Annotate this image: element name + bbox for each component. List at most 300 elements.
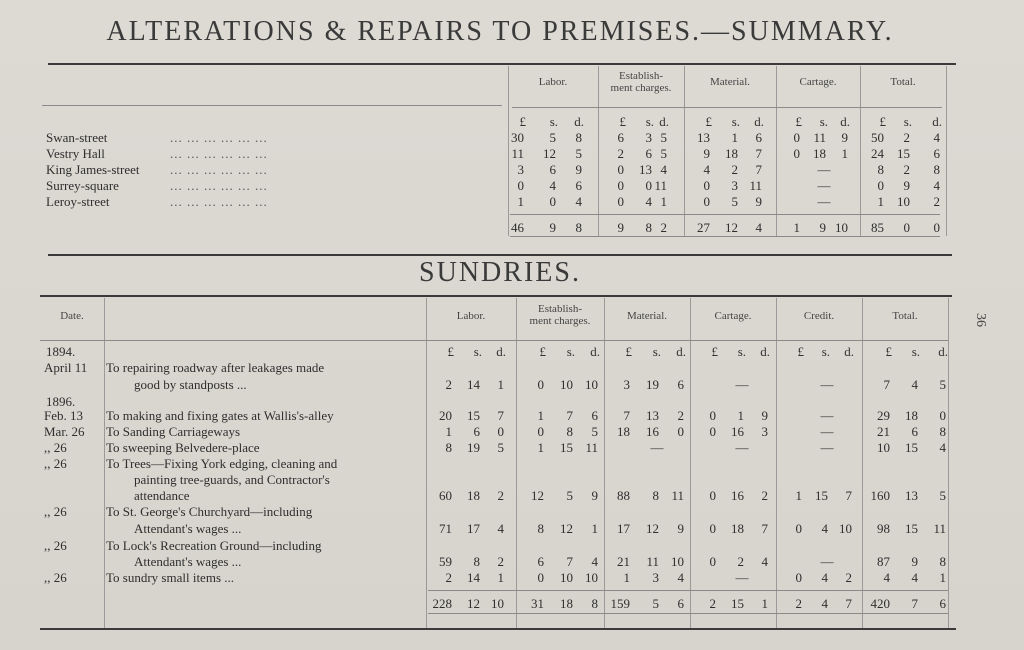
sundries-row-estab-pence: 4 — [591, 554, 598, 569]
sundries-total-total-shillings: 7 — [911, 596, 918, 611]
sundries-row-material-pence: 4 — [677, 570, 684, 585]
sundries-row-material-shillings: 3 — [652, 570, 659, 585]
summary-row-total-shillings: 2 — [903, 162, 910, 177]
sundries-row-estab-pence: 9 — [591, 488, 598, 503]
sundries-row-cartage-pounds: 0 — [709, 554, 716, 569]
sundries-row-credit-dash: — — [820, 408, 834, 423]
sundries-row-estab-pounds: 1 — [537, 408, 544, 423]
summary-row-total-pence: 4 — [933, 130, 940, 145]
sundries-row-estab-pence: 5 — [591, 424, 598, 439]
sundries-unit: d. — [590, 344, 600, 359]
sundries-row-total-shillings: 4 — [911, 570, 918, 585]
summary-unit: £ — [519, 114, 526, 129]
summary-row-labor-pence: 8 — [575, 130, 582, 145]
sundries-description: To St. George's Churchyard—including — [106, 504, 313, 519]
sundries-description: painting tree-guards, and Contractor's — [134, 472, 330, 487]
sundries-description: To Trees—Fixing York edging, cleaning and — [106, 456, 338, 471]
summary-total-labor-shillings: 9 — [549, 220, 556, 235]
sundries-unit: s. — [737, 344, 746, 359]
sundries-header-3: Material. — [626, 310, 667, 322]
sundries-date: April 11 — [44, 360, 88, 375]
summary-row-labor-pounds: 11 — [511, 146, 524, 161]
page-number: 36 — [973, 313, 988, 327]
sundries-row-credit-dash: — — [820, 424, 834, 439]
summary-unit: s. — [731, 114, 740, 129]
summary-total-cartage-shillings: 9 — [819, 220, 826, 235]
sundries-row-credit-pounds: 0 — [795, 570, 802, 585]
summary-row-label: Leroy-street — [46, 194, 110, 209]
sundries-row-credit-pounds: 1 — [795, 488, 802, 503]
sundries-unit: s. — [566, 344, 575, 359]
sundries-row-cartage-dash: — — [735, 440, 749, 455]
summary-row-labor-shillings: 0 — [549, 194, 556, 209]
sundries-date: ,, 26 — [44, 504, 67, 519]
sundries-row-cartage-pounds: 0 — [709, 424, 716, 439]
sundries-row-estab-shillings: 8 — [566, 424, 573, 439]
summary-total-total-pence: 0 — [933, 220, 940, 235]
sundries-row-labor-pence: 5 — [497, 440, 504, 455]
summary-row-total-pence: 8 — [933, 162, 940, 177]
sundries-row-credit-shillings: 4 — [821, 570, 828, 585]
summary-total-total-pounds: 85 — [871, 220, 884, 235]
sundries-row-estab-pence: 10 — [585, 570, 598, 585]
sundries-row-labor-pounds: 2 — [445, 377, 452, 392]
sundries-row-total-pence: 8 — [939, 424, 946, 439]
summary-row-material-pence: 11 — [749, 178, 762, 193]
sundries-col-divider — [690, 298, 691, 628]
sundries-row-material-shillings: 16 — [646, 424, 659, 439]
sundries-row-total-pounds: 21 — [877, 424, 890, 439]
sundries-row-estab-shillings: 12 — [560, 521, 573, 536]
summary-total-cartage-pounds: 1 — [793, 220, 800, 235]
sundries-total-estab-pence: 8 — [591, 596, 598, 611]
sundries-row-material-pounds: 17 — [617, 521, 630, 536]
summary-row-label: Swan-street — [46, 130, 108, 145]
summary-row-estab-pence: 1 — [660, 194, 667, 209]
sundries-description: To repairing roadway after leakages made — [106, 360, 325, 375]
sundries-unit: d. — [676, 344, 686, 359]
sundries-row-labor-pence: 1 — [497, 377, 504, 392]
sundries-description: To making and fixing gates at Wallis's-alley — [106, 408, 334, 423]
sundries-description: To Lock's Recreation Ground—including — [106, 538, 322, 553]
summary-row-material-pence: 9 — [755, 194, 762, 209]
sundries-row-credit-dash: — — [820, 440, 834, 455]
summary-row-estab-shillings: 6 — [645, 146, 652, 161]
summary-unit: d. — [932, 114, 942, 129]
summary-header-2: Material. — [709, 76, 750, 88]
sundries-description: Attendant's wages ... — [134, 554, 242, 569]
sundries-total-material-shillings: 5 — [652, 596, 659, 611]
summary-header-4: Total. — [890, 76, 916, 88]
sundries-row-labor-pounds: 60 — [439, 488, 452, 503]
summary-bottom-rule — [48, 254, 952, 256]
summary-row-labor-shillings: 4 — [549, 178, 556, 193]
sundries-row-credit-dash: — — [820, 377, 834, 392]
sundries-row-estab-pounds: 8 — [537, 521, 544, 536]
summary-row-total-pounds: 1 — [877, 194, 884, 209]
sundries-row-total-pence: 5 — [939, 377, 946, 392]
summary-total-total-shillings: 0 — [903, 220, 910, 235]
sundries-row-labor-pence: 0 — [497, 424, 504, 439]
sundries-row-material-pence: 0 — [677, 424, 684, 439]
sundries-row-labor-shillings: 17 — [467, 521, 480, 536]
summary-row-cartage-pence: 1 — [841, 146, 848, 161]
sundries-unit: s. — [821, 344, 830, 359]
sundries-description: good by standposts ... — [134, 377, 247, 392]
sundries-total-cartage-shillings: 15 — [731, 596, 744, 611]
sundries-row-credit-dash: — — [820, 554, 834, 569]
summary-total-estab-pounds: 9 — [617, 220, 624, 235]
sundries-row-labor-pounds: 2 — [445, 570, 452, 585]
sundries-unit: d. — [844, 344, 854, 359]
sundries-row-material-pence: 2 — [677, 408, 684, 423]
sundries-row-total-pounds: 87 — [877, 554, 890, 569]
sundries-row-labor-pence: 7 — [497, 408, 504, 423]
summary-total-material-shillings: 12 — [725, 220, 738, 235]
sundries-row-estab-pounds: 0 — [537, 570, 544, 585]
sundries-row-material-pounds: 3 — [623, 377, 630, 392]
sundries-total-underline — [428, 613, 948, 614]
sundries-row-total-shillings: 18 — [905, 408, 918, 423]
summary-header-underline-right — [512, 107, 942, 108]
sundries-description: To sweeping Belvedere-place — [106, 440, 260, 455]
summary-row-material-pounds: 4 — [703, 162, 710, 177]
summary-unit: £ — [795, 114, 802, 129]
summary-row-labor-pounds: 0 — [517, 178, 524, 193]
summary-total-estab-pence: 2 — [660, 220, 667, 235]
sundries-total-total-pence: 6 — [939, 596, 946, 611]
sundries-row-labor-shillings: 6 — [473, 424, 480, 439]
sundries-row-total-shillings: 15 — [905, 521, 918, 536]
sundries-row-total-pounds: 98 — [877, 521, 890, 536]
summary-row-material-pounds: 9 — [703, 146, 710, 161]
sundries-row-labor-pounds: 8 — [445, 440, 452, 455]
sundries-row-cartage-dash: — — [735, 377, 749, 392]
summary-row-dots: ... ... ... ... ... ... — [170, 162, 268, 177]
sundries-row-total-pounds: 29 — [877, 408, 890, 423]
sundries-total-credit-pence: 7 — [845, 596, 852, 611]
sundries-header-4: Cartage. — [714, 310, 752, 322]
summary-unit: s. — [903, 114, 912, 129]
sundries-row-labor-shillings: 8 — [473, 554, 480, 569]
summary-row-material-pence: 6 — [755, 130, 762, 145]
summary-row-total-pounds: 24 — [871, 146, 884, 161]
sundries-row-material-pence: 9 — [677, 521, 684, 536]
sundries-row-material-pence: 6 — [677, 377, 684, 392]
summary-header-3: Cartage. — [799, 76, 837, 88]
summary-row-total-shillings: 9 — [903, 178, 910, 193]
summary-row-labor-pence: 9 — [575, 162, 582, 177]
summary-total-material-pence: 4 — [755, 220, 762, 235]
sundries-row-estab-pounds: 12 — [531, 488, 544, 503]
summary-row-labor-shillings: 6 — [549, 162, 556, 177]
sundries-row-material-shillings: 12 — [646, 521, 659, 536]
sundries-description: To sundry small items ... — [106, 570, 235, 585]
sundries-row-material-pounds: 7 — [623, 408, 630, 423]
sundries-row-material-pounds: 18 — [617, 424, 630, 439]
summary-row-dots: ... ... ... ... ... ... — [170, 194, 268, 209]
sundries-header-1: Labor. — [456, 310, 486, 322]
sundries-date: ,, 26 — [44, 570, 67, 585]
summary-row-estab-shillings: 3 — [645, 130, 652, 145]
summary-row-material-shillings: 5 — [731, 194, 738, 209]
sundries-description: To Sanding Carriageways — [106, 424, 241, 439]
sundries-row-cartage-shillings: 1 — [737, 408, 744, 423]
sundries-unit: £ — [711, 344, 718, 359]
sundries-row-total-pence: 5 — [939, 488, 946, 503]
summary-row-cartage-pounds: 0 — [793, 146, 800, 161]
summary-unit: s. — [645, 114, 654, 129]
summary-row-estab-pounds: 2 — [617, 146, 624, 161]
sundries-date: Mar. 26 — [44, 424, 85, 439]
sundries-row-estab-shillings: 10 — [560, 570, 573, 585]
sundries-bottom-rule — [40, 628, 956, 630]
sundries-row-credit-pence: 10 — [839, 521, 852, 536]
sundries-total-labor-pounds: 228 — [432, 596, 452, 611]
sundries-header-5: Credit. — [803, 310, 835, 322]
summary-row-material-shillings: 18 — [725, 146, 738, 161]
sundries-unit: s. — [911, 344, 920, 359]
sundries-row-material-shillings: 8 — [652, 488, 659, 503]
summary-row-cartage-pounds: 0 — [793, 130, 800, 145]
sundries-row-estab-pounds: 6 — [537, 554, 544, 569]
summary-row-material-shillings: 2 — [731, 162, 738, 177]
summary-total-cartage-pence: 10 — [835, 220, 848, 235]
sundries-unit: s. — [473, 344, 482, 359]
summary-row-dots: ... ... ... ... ... ... — [170, 130, 268, 145]
summary-row-total-pounds: 50 — [871, 130, 884, 145]
sundries-col-divider — [948, 298, 949, 628]
sundries-row-cartage-dash: — — [735, 570, 749, 585]
sundries-row-material-pence: 10 — [671, 554, 684, 569]
sundries-row-estab-pounds: 0 — [537, 424, 544, 439]
sundries-year: 1894. — [46, 344, 76, 359]
sundries-row-material-pence: 11 — [671, 488, 684, 503]
summary-row-cartage-shillings: 11 — [813, 130, 826, 145]
summary-row-labor-pence: 5 — [575, 146, 582, 161]
sundries-row-estab-pence: 1 — [591, 521, 598, 536]
sundries-row-labor-shillings: 18 — [467, 488, 480, 503]
sundries-col-divider — [104, 298, 105, 628]
sundries-unit: d. — [760, 344, 770, 359]
sundries-row-cartage-shillings: 16 — [731, 424, 744, 439]
sundries-row-total-pounds: 160 — [870, 488, 890, 503]
summary-row-labor-pounds: 1 — [517, 194, 524, 209]
summary-row-label: Vestry Hall — [46, 146, 105, 161]
sundries-row-estab-shillings: 5 — [566, 488, 573, 503]
sundries-row-estab-shillings: 10 — [560, 377, 573, 392]
summary-row-cartage-dash: — — [817, 194, 831, 209]
sundries-row-total-pounds: 4 — [883, 570, 890, 585]
summary-row-total-pounds: 0 — [877, 178, 884, 193]
summary-total-rule — [510, 214, 940, 215]
sundries-unit: £ — [625, 344, 632, 359]
sundries-row-total-pence: 8 — [939, 554, 946, 569]
summary-row-estab-pence: 4 — [660, 162, 667, 177]
sundries-row-total-shillings: 4 — [911, 377, 918, 392]
sundries-row-credit-pounds: 0 — [795, 521, 802, 536]
sundries-header-underline — [40, 340, 948, 341]
sundries-date: ,, 26 — [44, 456, 67, 471]
sundries-row-total-shillings: 15 — [905, 440, 918, 455]
sundries-row-credit-shillings: 15 — [815, 488, 828, 503]
summary-total-labor-pounds: 46 — [511, 220, 524, 235]
summary-unit: £ — [879, 114, 886, 129]
summary-row-estab-pence: 11 — [654, 178, 667, 193]
summary-title: ALTERATIONS & REPAIRS TO PREMISES.—SUMMARY. — [106, 16, 894, 47]
summary-row-estab-pence: 5 — [660, 130, 667, 145]
sundries-row-labor-shillings: 14 — [467, 570, 480, 585]
summary-header-underline — [42, 105, 502, 106]
summary-row-estab-pounds: 6 — [617, 130, 624, 145]
sundries-row-credit-pence: 2 — [845, 570, 852, 585]
sundries-row-total-pounds: 10 — [877, 440, 890, 455]
sundries-row-cartage-pounds: 0 — [709, 521, 716, 536]
sundries-row-material-shillings: 19 — [646, 377, 659, 392]
sundries-row-cartage-pence: 9 — [761, 408, 768, 423]
summary-row-estab-pounds: 0 — [617, 178, 624, 193]
sundries-row-labor-pounds: 71 — [439, 521, 452, 536]
sundries-row-total-pence: 11 — [933, 521, 946, 536]
summary-row-cartage-dash: — — [817, 162, 831, 177]
sundries-row-labor-shillings: 15 — [467, 408, 480, 423]
summary-unit: d. — [659, 114, 669, 129]
sundries-row-estab-pounds: 0 — [537, 377, 544, 392]
summary-row-cartage-pence: 9 — [841, 130, 848, 145]
sundries-total-material-pounds: 159 — [610, 596, 630, 611]
sundries-row-labor-pounds: 20 — [439, 408, 452, 423]
sundries-row-labor-pounds: 1 — [445, 424, 452, 439]
summary-total-material-pounds: 27 — [697, 220, 710, 235]
summary-header-1: Establish- ment charges. — [610, 70, 672, 94]
sundries-total-estab-pounds: 31 — [531, 596, 544, 611]
sundries-row-cartage-pounds: 0 — [709, 408, 716, 423]
summary-row-cartage-shillings: 18 — [813, 146, 826, 161]
sundries-row-cartage-pence: 4 — [761, 554, 768, 569]
summary-row-labor-pence: 6 — [575, 178, 582, 193]
sundries-unit: £ — [885, 344, 892, 359]
sundries-total-estab-shillings: 18 — [560, 596, 573, 611]
summary-unit: £ — [619, 114, 626, 129]
summary-row-material-pence: 7 — [755, 146, 762, 161]
sundries-row-labor-pence: 2 — [497, 488, 504, 503]
summary-row-estab-shillings: 0 — [645, 178, 652, 193]
summary-unit: d. — [840, 114, 850, 129]
summary-total-labor-pence: 8 — [575, 220, 582, 235]
summary-row-estab-pounds: 0 — [617, 194, 624, 209]
sundries-row-cartage-shillings: 2 — [737, 554, 744, 569]
sundries-row-labor-pence: 4 — [497, 521, 504, 536]
sundries-total-labor-pence: 10 — [491, 596, 504, 611]
sundries-total-total-pounds: 420 — [870, 596, 890, 611]
sundries-row-cartage-pence: 2 — [761, 488, 768, 503]
sundries-row-material-pounds: 88 — [617, 488, 630, 503]
sundries-date: ,, 26 — [44, 440, 67, 455]
summary-total-estab-shillings: 8 — [645, 220, 652, 235]
summary-row-labor-pence: 4 — [575, 194, 582, 209]
sundries-description: attendance — [134, 488, 190, 503]
summary-row-material-shillings: 1 — [731, 130, 738, 145]
sundries-row-cartage-pence: 3 — [761, 424, 768, 439]
sundries-header-6: Total. — [892, 310, 918, 322]
sundries-header-0: Date. — [60, 310, 84, 322]
summary-row-total-pence: 4 — [933, 178, 940, 193]
sundries-row-cartage-pounds: 0 — [709, 488, 716, 503]
sundries-row-estab-shillings: 15 — [560, 440, 573, 455]
summary-row-total-pence: 2 — [933, 194, 940, 209]
summary-row-dots: ... ... ... ... ... ... — [170, 178, 268, 193]
sundries-row-material-pounds: 1 — [623, 570, 630, 585]
summary-row-labor-shillings: 12 — [543, 146, 556, 161]
sundries-total-rule — [428, 590, 948, 591]
summary-row-total-shillings: 15 — [897, 146, 910, 161]
sundries-row-total-pence: 4 — [939, 440, 946, 455]
sundries-row-estab-shillings: 7 — [566, 408, 573, 423]
summary-row-estab-shillings: 4 — [645, 194, 652, 209]
summary-row-total-pence: 6 — [933, 146, 940, 161]
summary-row-total-pounds: 8 — [877, 162, 884, 177]
summary-unit: d. — [754, 114, 764, 129]
summary-row-labor-pounds: 3 — [517, 162, 524, 177]
sundries-total-credit-pounds: 2 — [795, 596, 802, 611]
sundries-row-total-shillings: 13 — [905, 488, 918, 503]
sundries-unit: d. — [938, 344, 948, 359]
sundries-unit: s. — [652, 344, 661, 359]
summary-row-total-shillings: 10 — [897, 194, 910, 209]
sundries-row-estab-shillings: 7 — [566, 554, 573, 569]
sundries-row-total-pence: 1 — [939, 570, 946, 585]
summary-col-divider — [946, 66, 947, 236]
sundries-total-material-pence: 6 — [677, 596, 684, 611]
sundries-date: ,, 26 — [44, 538, 67, 553]
sundries-total-cartage-pence: 1 — [761, 596, 768, 611]
summary-row-estab-pounds: 0 — [617, 162, 624, 177]
sundries-row-cartage-shillings: 16 — [731, 488, 744, 503]
summary-row-labor-pounds: 30 — [511, 130, 524, 145]
summary-top-rule — [48, 63, 956, 65]
sundries-row-credit-shillings: 4 — [821, 521, 828, 536]
sundries-row-labor-pence: 1 — [497, 570, 504, 585]
summary-row-material-shillings: 3 — [731, 178, 738, 193]
sundries-row-material-dash: — — [650, 440, 664, 455]
sundries-row-estab-pence: 10 — [585, 377, 598, 392]
sundries-row-material-shillings: 11 — [646, 554, 659, 569]
sundries-row-estab-pence: 6 — [591, 408, 598, 423]
summary-unit: d. — [574, 114, 584, 129]
sundries-unit: d. — [496, 344, 506, 359]
sundries-row-cartage-shillings: 18 — [731, 521, 744, 536]
sundries-total-credit-shillings: 4 — [821, 596, 828, 611]
summary-total-underline — [510, 236, 940, 237]
summary-unit: s. — [549, 114, 558, 129]
sundries-row-labor-shillings: 19 — [467, 440, 480, 455]
sundries-row-labor-pounds: 59 — [439, 554, 452, 569]
sundries-top-rule — [40, 295, 952, 297]
summary-row-total-shillings: 2 — [903, 130, 910, 145]
summary-row-dots: ... ... ... ... ... ... — [170, 146, 268, 161]
summary-row-labor-shillings: 5 — [549, 130, 556, 145]
sundries-row-material-pounds: 21 — [617, 554, 630, 569]
sundries-description: Attendant's wages ... — [134, 521, 242, 536]
sundries-total-cartage-pounds: 2 — [709, 596, 716, 611]
sundries-total-labor-shillings: 12 — [467, 596, 480, 611]
sundries-row-total-pence: 0 — [939, 408, 946, 423]
summary-row-cartage-dash: — — [817, 178, 831, 193]
summary-row-estab-shillings: 13 — [639, 162, 652, 177]
summary-row-material-pence: 7 — [755, 162, 762, 177]
sundries-row-labor-pence: 2 — [497, 554, 504, 569]
sundries-row-cartage-pence: 7 — [761, 521, 768, 536]
